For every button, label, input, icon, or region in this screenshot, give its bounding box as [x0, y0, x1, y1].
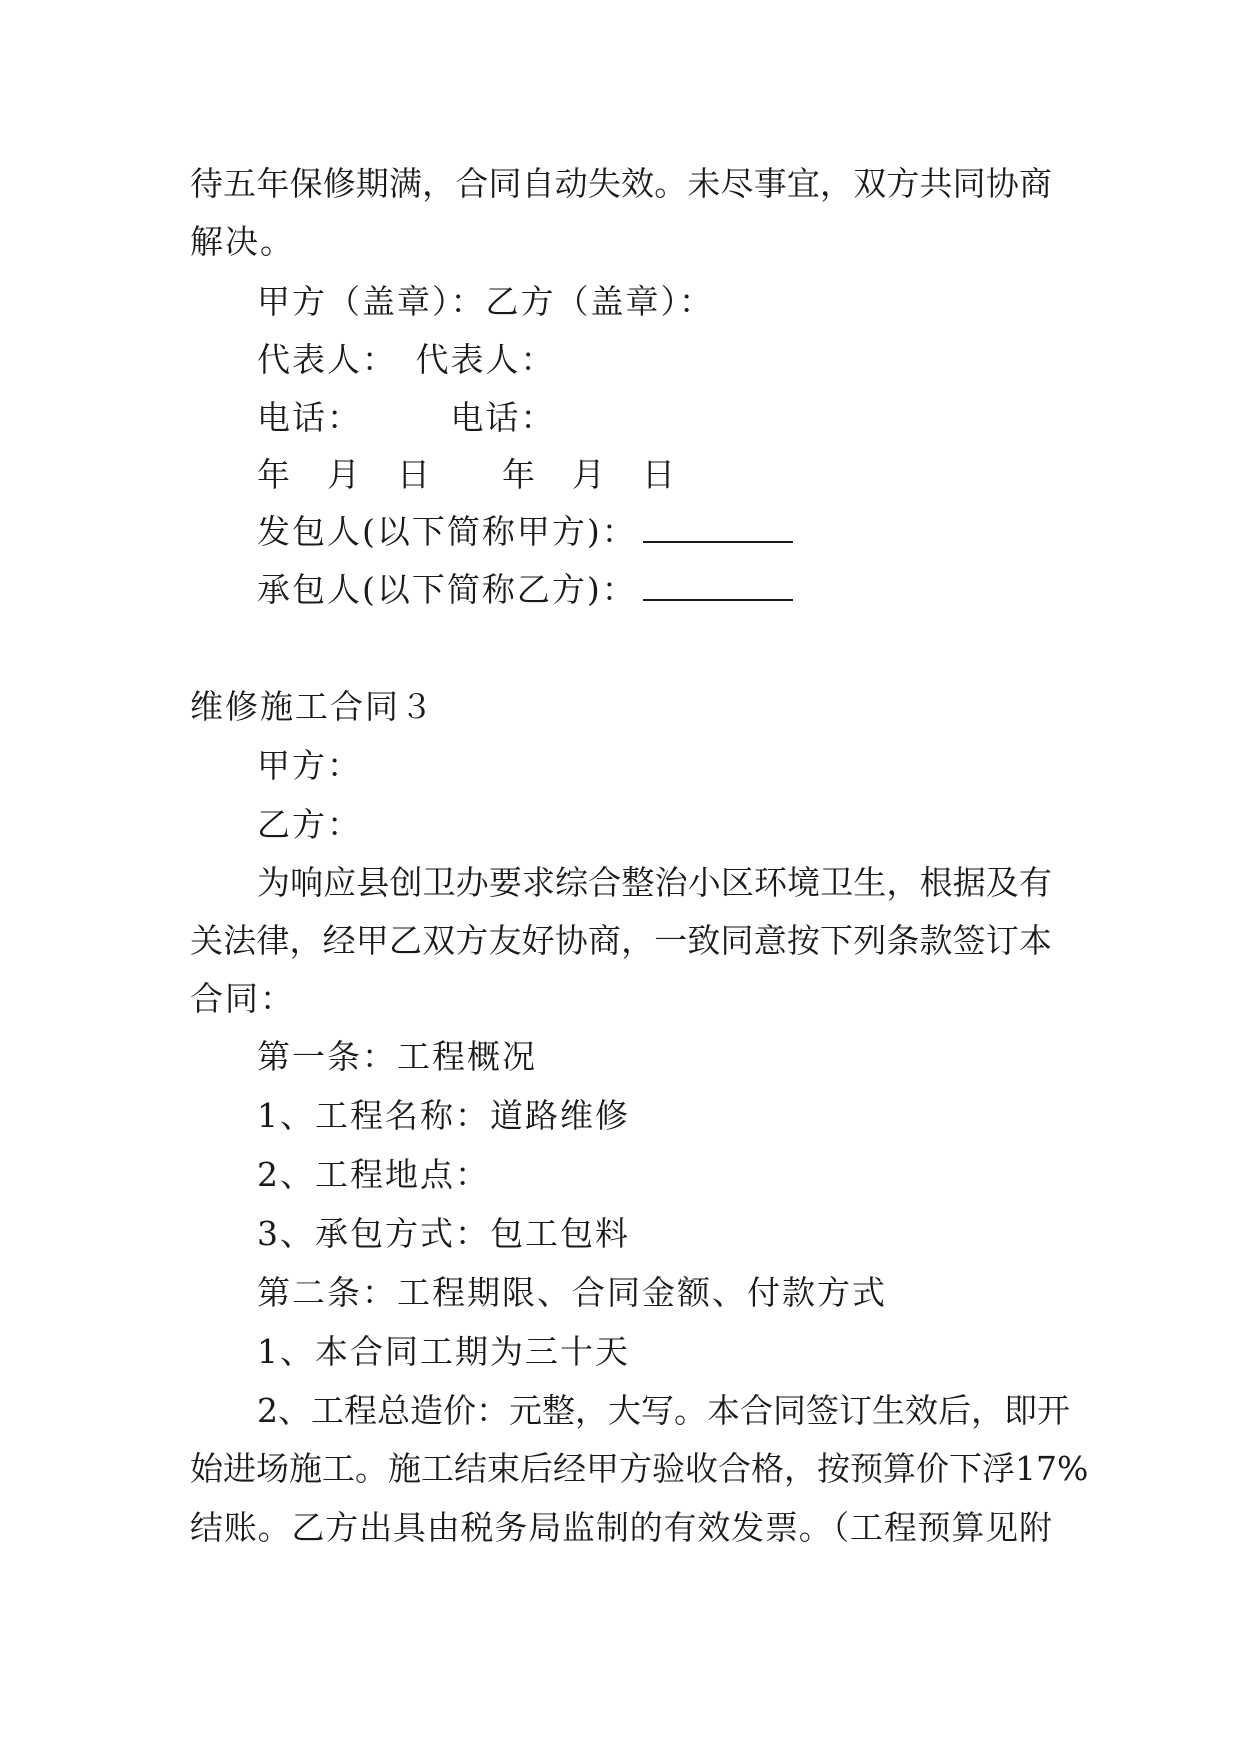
employer-line — [257, 512, 793, 552]
paragraph-line: 解决。 — [190, 222, 295, 261]
paragraph-line: 为响应县创卫办要求综合整治小区环境卫生，根据及有 — [257, 863, 1052, 902]
employer-label: 发包人(以下简称甲方)： — [257, 512, 637, 551]
contractor-label: 承包人(以下简称乙方)： — [257, 570, 637, 609]
blank-underline — [643, 513, 793, 543]
signature-party-line: 甲方（盖章）：乙方（盖章）： — [257, 282, 714, 321]
paragraph-line: 合同： — [190, 979, 295, 1018]
paragraph-line: 关法律，经甲乙双方友好协商，一致同意按下列条款签订本 — [190, 921, 1052, 960]
representative-line: 代表人： 代表人： — [257, 340, 556, 379]
party-a-line: 甲方： — [257, 746, 362, 785]
phone-line: 电话： 电话： — [257, 398, 556, 437]
party-b-line: 乙方： — [257, 805, 362, 844]
clause-heading: 第一条：工程概况 — [257, 1037, 537, 1076]
clause-item: 3、承包方式：包工包料 — [257, 1214, 630, 1253]
contractor-line — [257, 570, 793, 610]
paragraph-line: 待五年保修期满，合同自动失效。未尽事宜，双方共同协商 — [190, 164, 1052, 203]
clause-heading: 第二条：工程期限、合同金额、付款方式 — [257, 1273, 887, 1312]
paragraph-line: 结账。乙方出具由税务局监制的有效发票。（工程预算见附 — [190, 1508, 1052, 1547]
paragraph-line: 2、工程总造价：元整，大写。本合同签订生效后，即开 — [257, 1391, 1070, 1430]
clause-item: 1、本合同工期为三十天 — [257, 1332, 630, 1371]
paragraph-line: 始进场施工。施工结束后经甲方验收合格，按预算价下浮17% — [190, 1449, 1089, 1488]
clause-item: 2、工程地点： — [257, 1155, 490, 1194]
blank-underline — [643, 571, 793, 601]
clause-item: 1、工程名称：道路维修 — [257, 1096, 630, 1135]
date-line: 年 月 日 年 月 日 — [257, 455, 677, 494]
section-title: 维修施工合同３ — [190, 687, 435, 726]
